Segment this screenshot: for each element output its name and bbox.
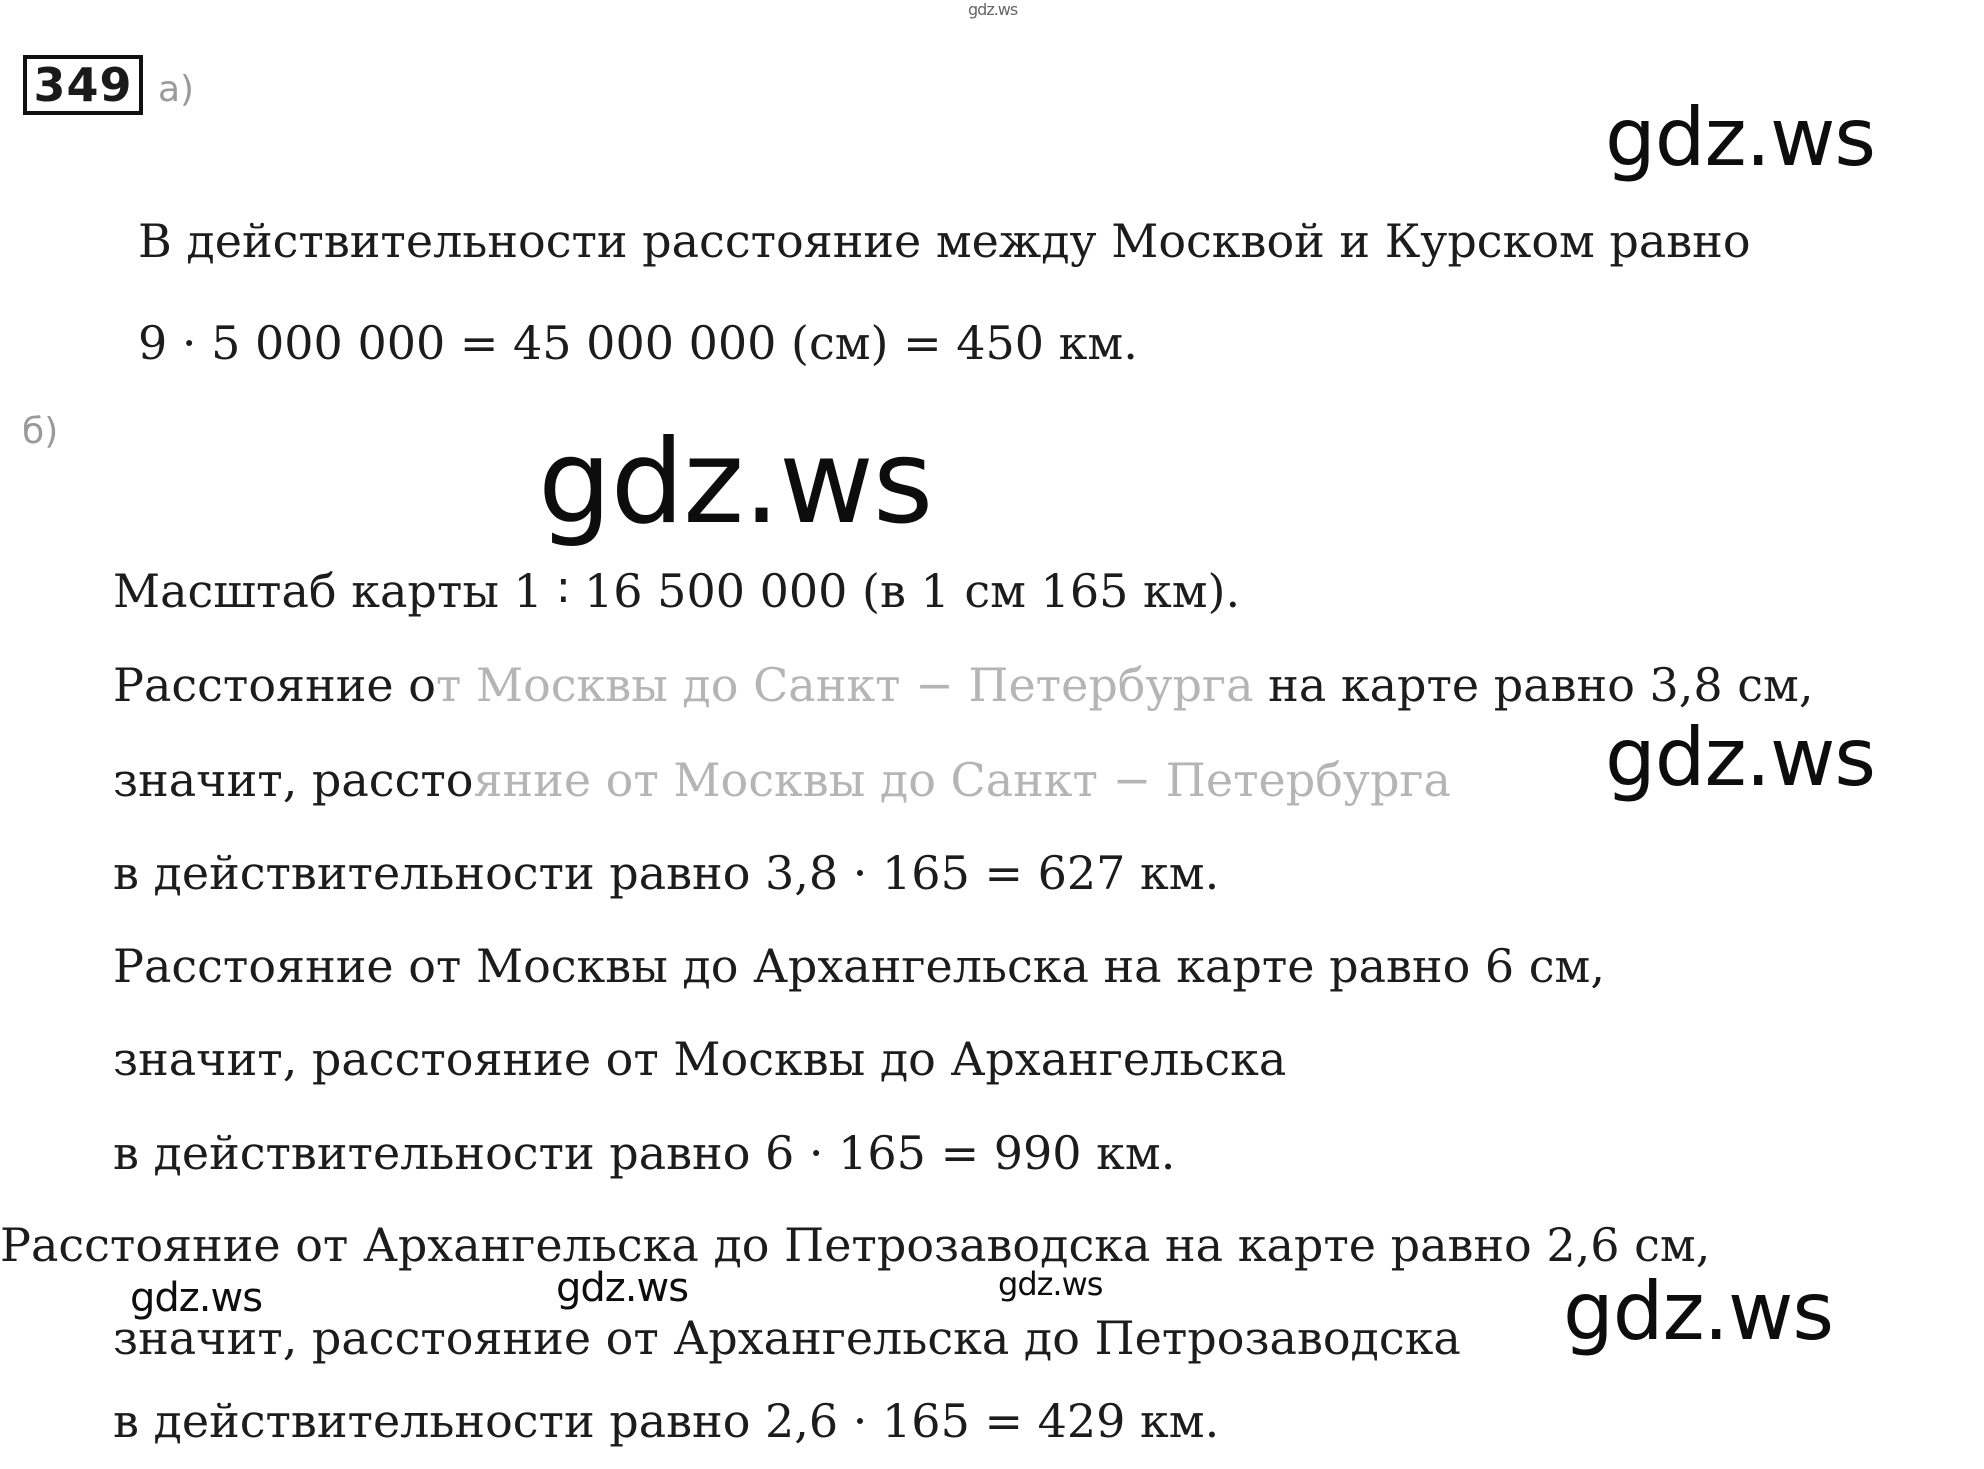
watermark-bottom-center-small: gdz.ws — [998, 1265, 1103, 1303]
problem-number: 349 — [33, 58, 133, 112]
spb-line-1-start: Расстояние о — [113, 658, 436, 712]
map-scale-line: Масштаб карты 1 ∶ 16 500 000 (в 1 см 165 км). — [113, 564, 1241, 618]
arkh-line-2: значит, расстояние от Москвы до Архангельска — [113, 1032, 1287, 1086]
watermark-top-right: gdz.ws — [1605, 91, 1876, 184]
part-a-line-1: В действительности расстояние между Москвой и Курском равно — [138, 214, 1751, 268]
spb-line-1-faded: т Москвы до Санкт − Петербурга — [435, 658, 1254, 712]
spb-line-2-faded: яние от Москвы до Санкт − Петербурга — [473, 753, 1451, 807]
petr-line-3: в действительности равно 2,6 · 165 = 429 км. — [113, 1394, 1220, 1448]
part-a-line-2: 9 · 5 000 000 = 45 000 000 (см) = 450 км. — [138, 316, 1138, 370]
spb-line-1-end: на карте равно 3,8 см, — [1253, 658, 1814, 712]
watermark-top-small: gdz.ws — [968, 0, 1018, 19]
petr-line-2: значит, расстояние от Архангельска до Петрозаводска — [113, 1311, 1461, 1365]
problem-number-box — [23, 55, 143, 115]
part-b-label: б) — [22, 411, 59, 452]
spb-line-2-start: значит, рассто — [113, 753, 474, 807]
watermark-middle-right: gdz.ws — [1605, 711, 1876, 804]
part-a-label: а) — [158, 69, 195, 110]
arkh-line-1: Расстояние от Москвы до Архангельска на карте равно 6 см, — [113, 939, 1605, 993]
watermark-center-large: gdz.ws — [538, 415, 933, 550]
arkh-line-3: в действительности равно 6 · 165 = 990 км. — [113, 1126, 1176, 1180]
petr-line-1: Расстояние от Архангельска до Петрозаводска на карте равно 2,6 см, — [0, 1218, 1711, 1272]
watermark-bottom-right: gdz.ws — [1563, 1265, 1834, 1358]
spb-line-2 — [113, 753, 1451, 807]
watermark-bottom-center: gdz.ws — [556, 1265, 689, 1311]
spb-line-3: в действительности равно 3,8 · 165 = 627 км. — [113, 846, 1220, 900]
watermark-bottom-left: gdz.ws — [130, 1275, 263, 1321]
spb-line-1 — [113, 658, 1814, 712]
